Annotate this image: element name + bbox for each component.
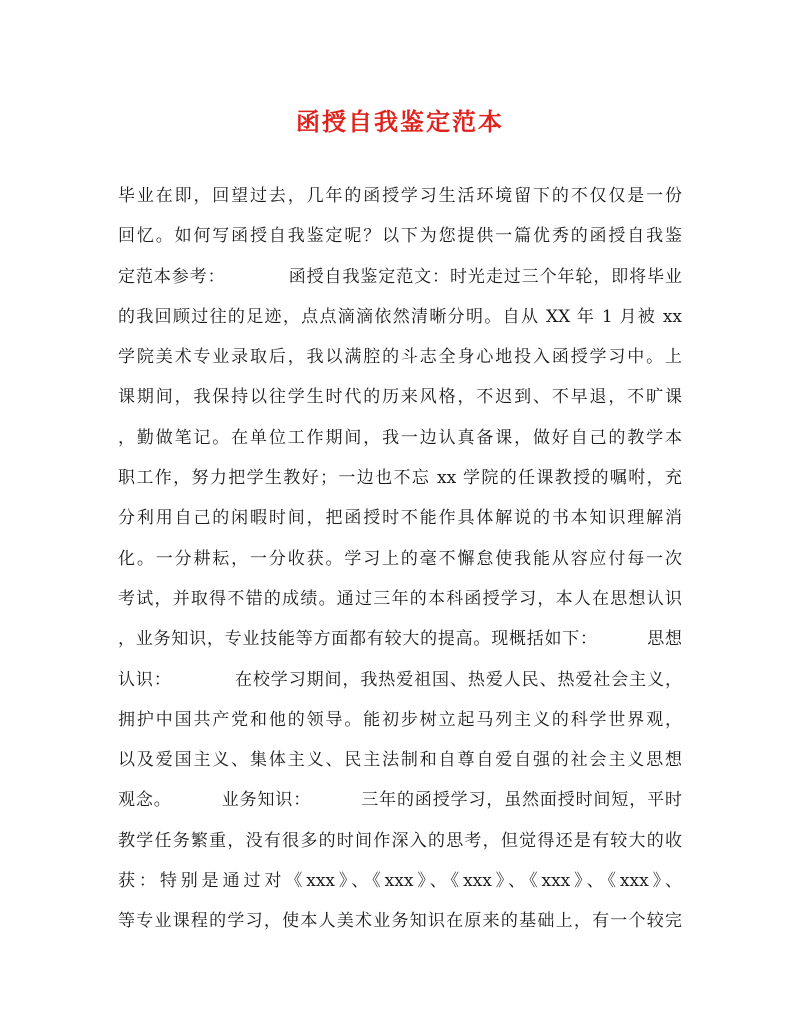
body-line: 认识： 在校学习期间，我热爱祖国、热爱人民、热爱社会主义，	[118, 669, 682, 690]
body-line: 职工作，努力把学生教好；一边也不忘 xx 学院的任课教授的嘱咐，充	[118, 468, 682, 489]
body-line: 化。一分耕耘，一分收获。学习上的毫不懈怠使我能从容应付每一次	[118, 548, 682, 569]
document-body	[118, 176, 682, 942]
body-line: 定范本参考： 函授自我鉴定范文：时光走过三个年轮，即将毕业	[118, 266, 682, 287]
body-line: 分利用自己的闲暇时间，把函授时不能作具体解说的书本知识理解消	[118, 508, 682, 529]
body-line: 拥护中国共产党和他的领导。能初步树立起马列主义的科学世界观，	[118, 709, 682, 730]
body-line: ，业务知识，专业技能等方面都有较大的提高。现概括如下： 思想	[118, 629, 682, 650]
body-line: 教学任务繁重，没有很多的时间作深入的思考，但觉得还是有较大的收	[118, 830, 682, 851]
document-title: 函授自我鉴定范本	[296, 107, 504, 136]
body-line: 课期间，我保持以往学生时代的历来风格，不迟到、不早退，不旷课	[118, 387, 682, 408]
body-line: 以及爱国主义、集体主义、民主法制和自尊自爱自强的社会主义思想	[118, 750, 682, 771]
body-line: 毕业在即，回望过去，几年的函授学习生活环境留下的不仅仅是一份	[118, 186, 682, 206]
body-line: 获：特别是通过对《xxx》、《xxx》、《xxx》、《xxx》、《xxx》、	[118, 871, 682, 892]
body-line: 回忆。如何写函授自我鉴定呢？以下为您提供一篇优秀的函授自我鉴	[118, 226, 682, 247]
body-line: 观念。 业务知识： 三年的函授学习，虽然面授时间短，平时	[118, 790, 682, 811]
body-line: 的我回顾过往的足迹，点点滴滴依然清晰分明。自从 XX 年 1 月被 xx	[118, 306, 682, 327]
body-line: 考试，并取得不错的成绩。通过三年的本科函授学习，本人在思想认识	[118, 588, 682, 609]
body-line: 等专业课程的学习，使本人美术业务知识在原来的基础上，有一个较完	[118, 911, 682, 932]
body-line: ，勤做笔记。在单位工作期间，我一边认真备课，做好自己的教学本	[118, 427, 682, 448]
body-line: 学院美术专业录取后，我以满腔的斗志全身心地投入函授学习中。上	[118, 347, 682, 368]
